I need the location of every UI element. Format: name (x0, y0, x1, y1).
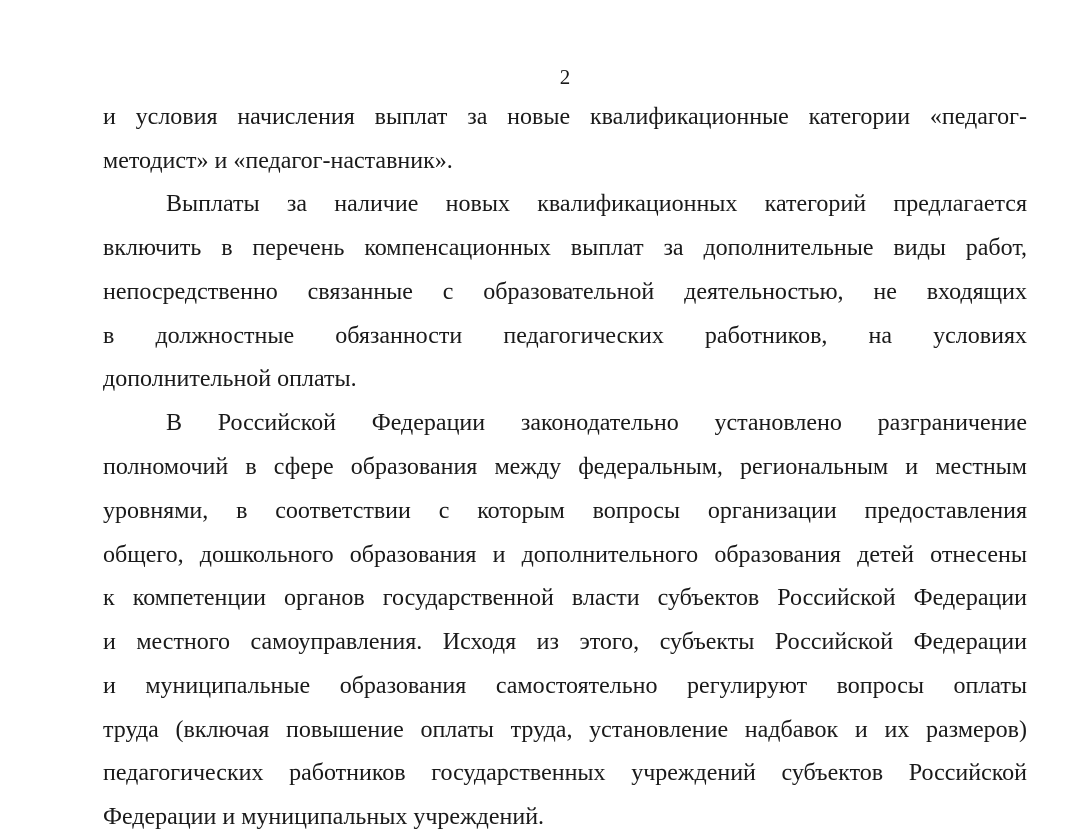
text-line: и муниципальные образования самостоятельно регулируют вопросы оплаты (103, 673, 1027, 699)
text-line: труда (включая повышение оплаты труда, установление надбавок и их размеров) (103, 717, 1027, 743)
text-line: уровнями, в соответствии с которым вопросы организации предоставления (103, 498, 1027, 524)
paragraph-first-line: В Российской Федерации законодательно установлено разграничение (166, 410, 1027, 436)
text-line: включить в перечень компенсационных выплат за дополнительные виды работ, (103, 235, 1027, 261)
text-line: общего, дошкольного образования и дополнительного образования детей отнесены (103, 542, 1027, 568)
text-line: и местного самоуправления. Исходя из этого, субъекты Российской Федерации (103, 629, 1027, 655)
text-line: дополнительной оплаты. (103, 366, 357, 392)
text-line: полномочий в сфере образования между федеральным, региональным и местным (103, 454, 1027, 480)
text-line: педагогических работников государственных учреждений субъектов Российской (103, 760, 1027, 786)
text-line: к компетенции органов государственной власти субъектов Российской Федерации (103, 585, 1027, 611)
text-line: методист» и «педагог-наставник». (103, 148, 453, 174)
paragraph-first-line: Выплаты за наличие новых квалификационных категорий предлагается (166, 191, 1027, 217)
page-number: 2 (559, 65, 571, 89)
text-line: и условия начисления выплат за новые квалификационные категории «педагог- (103, 104, 1027, 130)
text-line: непосредственно связанные с образовательной деятельностью, не входящих (103, 279, 1027, 305)
text-line: Федерации и муниципальных учреждений. (103, 804, 545, 830)
text-line: в должностные обязанности педагогических работников, на условиях (103, 323, 1027, 349)
